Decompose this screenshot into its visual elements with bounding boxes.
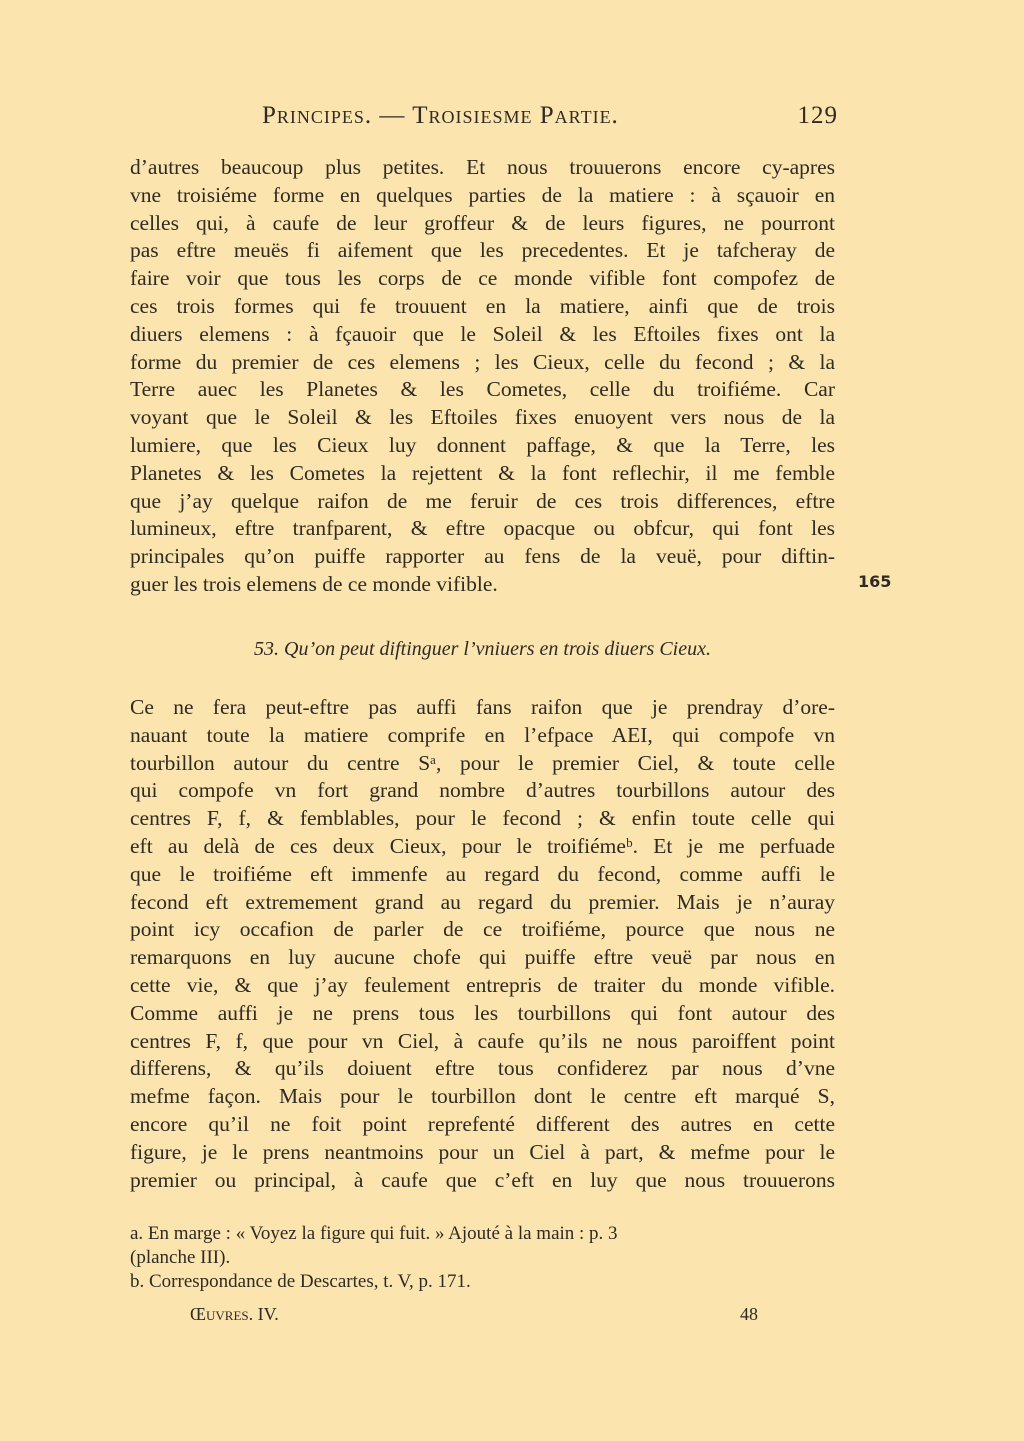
- text-line: Ce ne fera peut-eftre pas auffi fans raifon que je prendray d’ore-: [130, 695, 835, 719]
- running-title: Principes. — Troisiesme Partie.: [262, 102, 619, 129]
- footnote-a-continued: (planche III).: [130, 1247, 231, 1268]
- text-line: Comme auffi je ne prens tous les tourbillons qui font autour des: [130, 1000, 835, 1025]
- text-line: que le troifiéme eft immenfe au regard du fecond, comme auffi le: [130, 861, 835, 886]
- text-line: guer les trois elemens de ce monde vifible.: [130, 571, 498, 596]
- signature-mark: 48: [740, 1304, 758, 1324]
- running-header: [130, 102, 840, 138]
- text-line: voyant que le Soleil & les Eftoiles fixes enuoyent vers nous de la: [130, 405, 835, 430]
- text-line: differens, & qu’ils doiuent eftre tous confiderez par nous d’vne: [130, 1056, 835, 1081]
- text-line: fecond eft extremement grand au regard du premier. Mais je n’auray: [130, 889, 835, 914]
- section-heading: 53. Qu’on peut diftinguer l’vniuers en trois diuers Cieux.: [254, 638, 711, 660]
- text-line: d’autres beaucoup plus petites. Et nous trouuerons encore cy-apres: [130, 155, 835, 179]
- footnotes: [130, 1222, 835, 1294]
- text-line: centres F, f, & femblables, pour le fecond ; & enfin toute celle qui: [130, 806, 835, 831]
- text-line: eft au delà de ces deux Cieux, pour le troifiémeᵇ. Et je me perfuade: [130, 833, 835, 858]
- text-line: Terre auec les Planetes & les Cometes, celle du troifiéme. Car: [130, 377, 835, 402]
- text-line: centres F, f, que pour vn Ciel, à caufe qu’ils ne nous paroiffent point: [130, 1028, 835, 1053]
- body-paragraph-1: [130, 154, 835, 599]
- text-line: nauant toute la matiere comprife en l’efpace AEI, qui compofe vn: [130, 722, 835, 747]
- text-line: ces trois formes qui fe trouuent en la matiere, ainfi que de trois: [130, 293, 835, 318]
- page-number: 129: [797, 102, 838, 129]
- body-paragraph-2: [130, 694, 835, 1194]
- text-line: forme du premier de ces elemens ; les Cieux, celle du fecond ; & la: [130, 349, 835, 374]
- text-line: point icy occafion de parler de ce troifiéme, pource que nous ne: [130, 917, 835, 942]
- text-line: figure, je le prens neantmoins pour un Ciel à part, & mefme pour le: [130, 1139, 835, 1164]
- text-line: remarquons en luy aucune chofe qui puiffe eftre veuë par nous en: [130, 945, 835, 970]
- margin-page-reference: 165: [858, 572, 892, 591]
- text-line: lumineux, eftre tranfparent, & eftre opacque ou obfcur, qui font les: [130, 516, 835, 541]
- text-line: tourbillon autour du centre Sᵃ, pour le premier Ciel, & toute celle: [130, 750, 835, 775]
- text-line: qui compofe vn fort grand nombre d’autres tourbillons autour des: [130, 778, 835, 803]
- text-line: Planetes & les Cometes la rejettent & la font reflechir, il me femble: [130, 460, 835, 485]
- text-line: cette vie, & que j’ay feulement entrepris de traiter du monde vifible.: [130, 972, 835, 997]
- text-line: pas eftre meuës fi aifement que les precedentes. Et je tafcheray de: [130, 238, 835, 263]
- text-line: diuers elemens : à fçauoir que le Soleil & les Eftoiles fixes ont la: [130, 321, 835, 346]
- text-line: celles qui, à caufe de leur groffeur & de leurs figures, ne pourront: [130, 210, 835, 235]
- text-line: faire voir que tous les corps de ce monde vifible font compofez de: [130, 266, 835, 291]
- text-line: mefme façon. Mais pour le tourbillon dont le centre eft marqué S,: [130, 1084, 835, 1109]
- text-line: principales qu’on puiffe rapporter au fens de la veuë, pour diftin-: [130, 544, 835, 569]
- footnote-b: b. Correspondance de Descartes, t. V, p. 171.: [130, 1271, 471, 1292]
- text-line: lumiere, que les Cieux luy donnent paffage, & que la Terre, les: [130, 432, 835, 457]
- text-line: vne troisiéme forme en quelques parties de la matiere : à sçauoir en: [130, 182, 835, 207]
- text-line: encore qu’il ne foit point reprefenté different des autres en cette: [130, 1111, 835, 1136]
- footnote-a: a. En marge : « Voyez la figure qui fuit. » Ajouté à la main : p. 3: [130, 1223, 618, 1244]
- volume-label: Œuvres. IV.: [190, 1304, 279, 1324]
- text-line: premier ou principal, à caufe que c’eft en luy que nous trouuerons: [130, 1167, 835, 1192]
- text-line: que j’ay quelque raifon de me feruir de ces trois differences, eftre: [130, 488, 835, 513]
- page-footer: [190, 1304, 770, 1330]
